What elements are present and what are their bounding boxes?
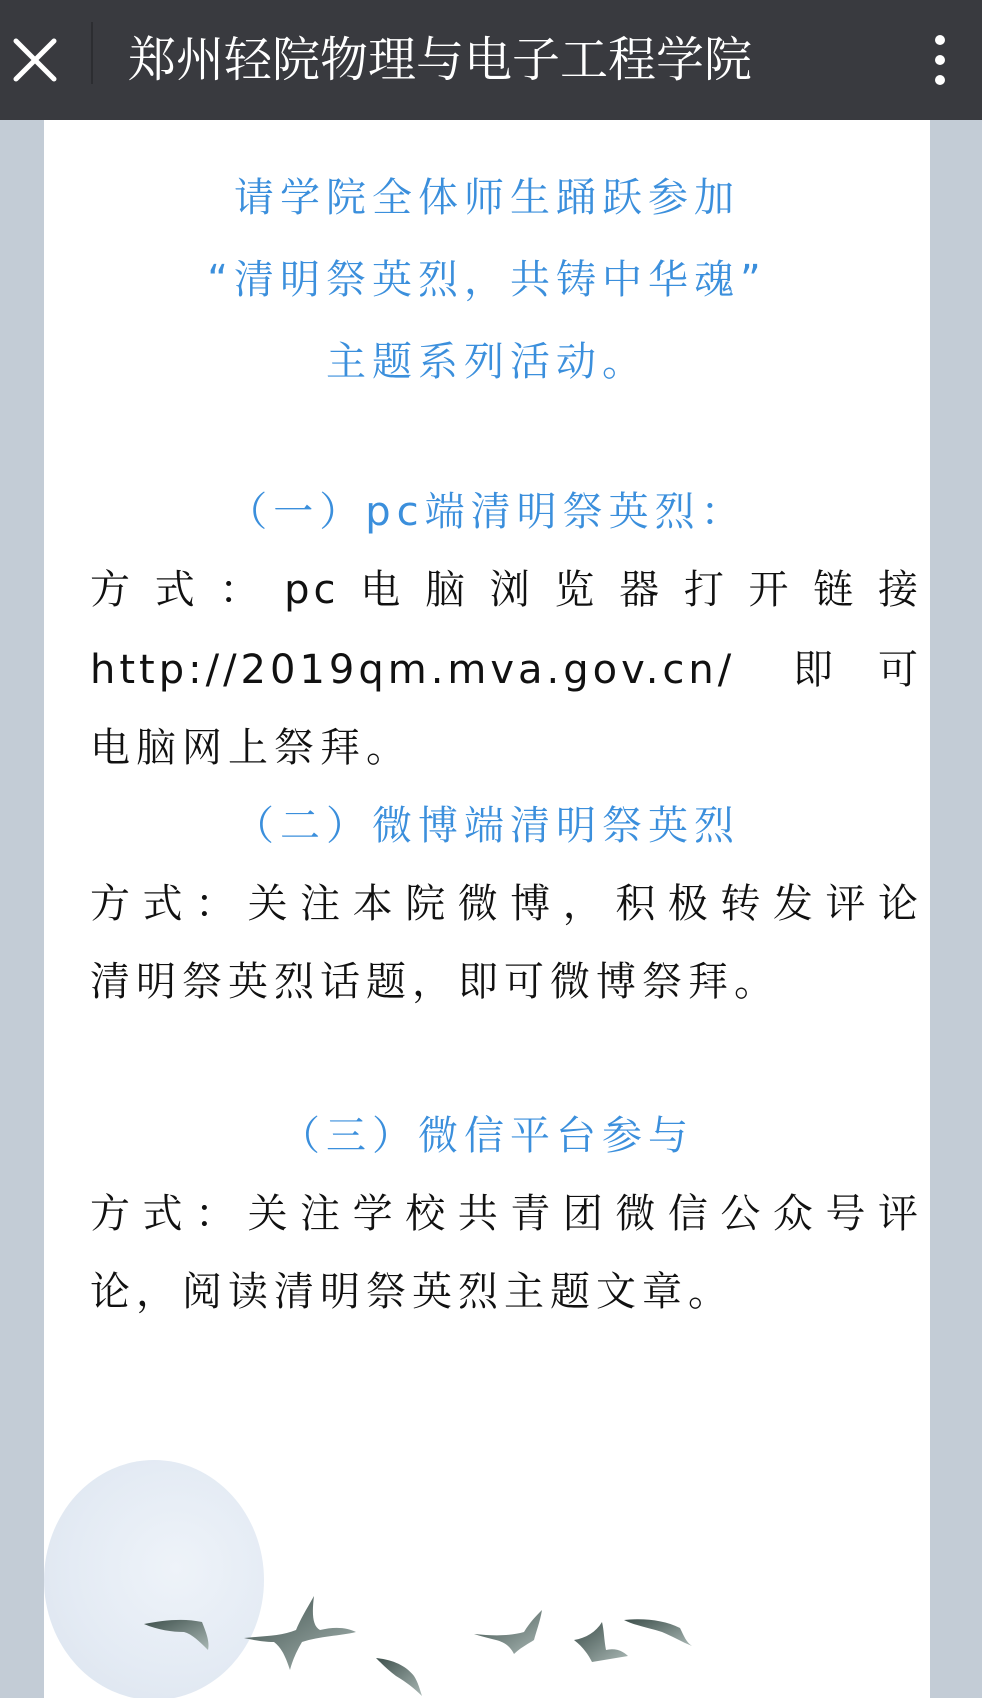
section-body-line: 电脑网上祭拜。: [90, 725, 412, 771]
section-heading: （三）微信平台参与: [280, 1113, 694, 1159]
section-body-line: 论，阅读清明祭英烈主题文章。: [90, 1269, 734, 1315]
header-divider: [91, 22, 93, 84]
intro-line: 请学院全体师生踊跃参加: [234, 175, 740, 221]
section-body-line: 清明祭英烈话题，即可微博祭拜。: [90, 959, 780, 1005]
page-title: 郑州轻院物理与电子工程学院: [128, 32, 753, 88]
close-button[interactable]: [0, 20, 70, 100]
section-body-line: 方式：关注学校共青团微信公众号评: [90, 1191, 922, 1237]
top-bar: [0, 0, 982, 120]
article-content: [44, 120, 930, 1698]
more-vertical-icon: [935, 55, 945, 65]
flying-birds-illustration: [144, 1570, 824, 1698]
more-vertical-icon: [935, 35, 945, 45]
section-heading: （二）微博端清明祭英烈: [234, 803, 740, 849]
intro-line: “清明祭英烈，共铸中华魂”: [207, 257, 767, 303]
section-body-line: 方式：关注本院微博，积极转发评论: [90, 881, 922, 927]
section-body-line: 方式：pc电脑浏览器打开链接: [90, 567, 922, 613]
section-heading: （一）pc端清明祭英烈：: [227, 489, 747, 535]
more-vertical-icon: [935, 75, 945, 85]
section-body-link-line[interactable]: http://2019qm.mva.gov.cn/ 即可: [90, 647, 922, 693]
close-icon: [12, 37, 58, 83]
intro-line: 主题系列活动。: [326, 339, 648, 385]
more-options-button[interactable]: [910, 20, 970, 100]
